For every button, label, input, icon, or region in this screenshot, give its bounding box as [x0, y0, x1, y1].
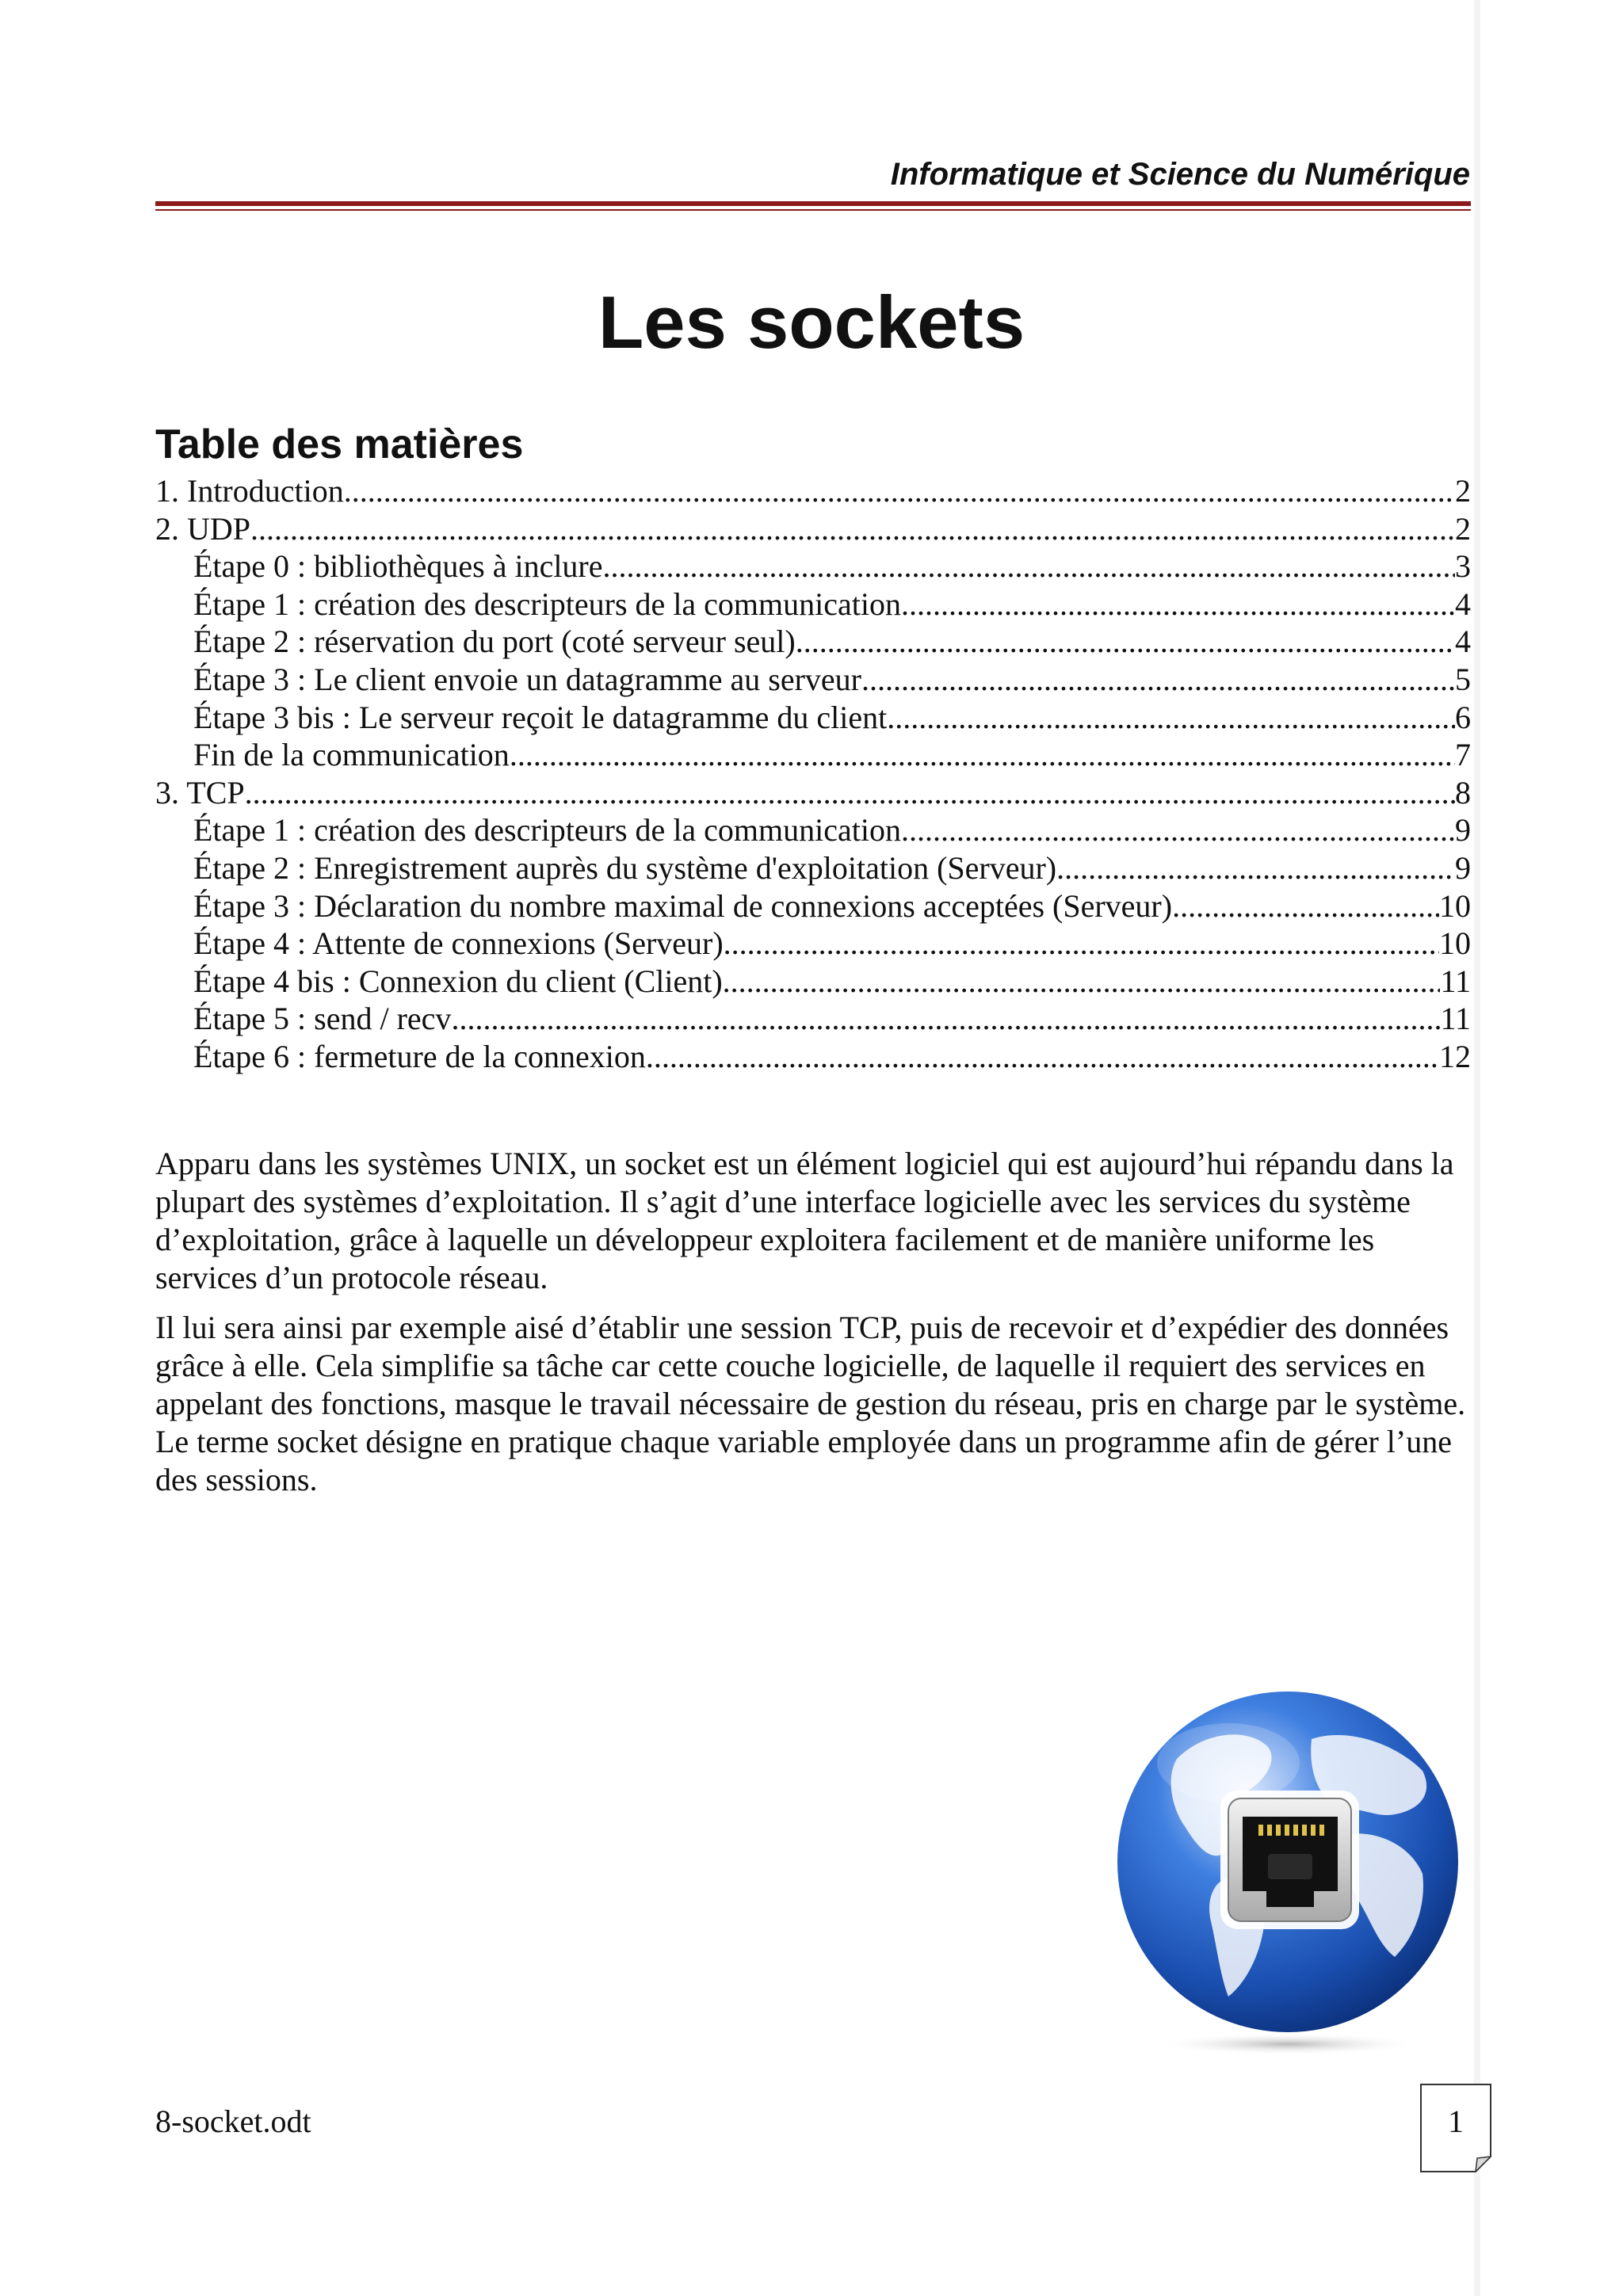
toc-entry-title: 3. TCP — [155, 774, 245, 810]
toc-leader-dots — [1172, 887, 1439, 925]
toc-entry-page: 8 — [1455, 774, 1471, 810]
header-rule — [155, 201, 1471, 206]
footer-page-number: 1 — [1448, 2103, 1464, 2139]
toc-entry[interactable] — [155, 547, 1471, 585]
toc-entry[interactable] — [155, 736, 1471, 774]
toc-entry-title: Étape 2 : réservation du port (coté serveur seul) — [193, 624, 796, 660]
toc-entry-title: Étape 3 : Déclaration du nombre maximal de connexions acceptées (Serveur) — [193, 887, 1173, 924]
toc-entry-page: 7 — [1455, 737, 1471, 773]
toc-entry[interactable] — [155, 661, 1471, 699]
globe-ethernet-port-icon — [1109, 1684, 1466, 2056]
toc-entry-title: 2. UDP — [155, 510, 251, 547]
toc-entry-title: Étape 6 : fermeture de la connexion — [193, 1038, 646, 1074]
toc-leader-dots — [1056, 849, 1455, 887]
toc-entry-title: 1. Introduction — [155, 473, 344, 509]
toc-heading: Table des matières — [155, 421, 524, 467]
toc-leader-dots — [245, 774, 1455, 812]
toc-entry[interactable] — [155, 1038, 1471, 1076]
toc-entry-page: 10 — [1439, 925, 1471, 962]
toc-entry[interactable] — [155, 887, 1471, 925]
toc-leader-dots — [451, 1000, 1440, 1038]
toc-leader-dots — [887, 699, 1455, 737]
toc-leader-dots — [646, 1038, 1439, 1076]
toc-entry-title: Étape 4 : Attente de connexions (Serveur) — [193, 925, 724, 962]
toc-entry[interactable] — [155, 963, 1471, 1001]
toc-entry-title: Étape 3 bis : Le serveur reçoit le datagramme du client — [193, 699, 888, 735]
toc-entry-page: 10 — [1439, 887, 1471, 924]
toc-entry-title: Étape 2 : Enregistrement auprès du système d'exploitation (Serveur) — [193, 849, 1057, 886]
toc-leader-dots — [861, 661, 1455, 699]
toc-entry-page: 4 — [1455, 624, 1471, 660]
toc-entry-title: Étape 0 : bibliothèques à inclure — [193, 548, 603, 585]
toc-entry-title: Étape 3 : Le client envoie un datagramme au serveur — [193, 661, 861, 697]
toc-entry[interactable] — [155, 811, 1471, 849]
toc-entry[interactable] — [155, 1000, 1471, 1038]
toc-leader-dots — [901, 811, 1455, 849]
document-title: Les sockets — [598, 280, 1025, 364]
toc-leader-dots — [250, 510, 1455, 548]
toc-leader-dots — [724, 925, 1439, 963]
toc-entry-title: Étape 1 : création des descripteurs de la communication — [193, 812, 902, 849]
toc-entry-title: Fin de la communication — [193, 737, 510, 773]
toc-leader-dots — [603, 547, 1455, 585]
toc-entry[interactable] — [155, 925, 1471, 963]
toc-entry-page: 9 — [1455, 849, 1471, 886]
toc-leader-dots — [796, 623, 1455, 661]
toc-entry-page: 9 — [1455, 812, 1471, 849]
toc-entry[interactable] — [155, 623, 1471, 661]
toc-leader-dots — [723, 963, 1441, 1001]
toc-entry[interactable] — [155, 585, 1471, 624]
toc-leader-dots — [901, 585, 1455, 624]
toc-entry-page: 2 — [1455, 510, 1471, 547]
intro-paragraph: Apparu dans les systèmes UNIX, un socket est un élément logiciel qui est aujourd’hui répandu dans la plupart des systèmes d’exploitation. Il s’agit d’une interface logicielle avec les services du système d’exploitation, grâce à laquelle un développeur exploitera facilement et de manière uniforme les services d’un protocole réseau. — [155, 1146, 1454, 1295]
header-rule-thin — [155, 209, 1471, 211]
toc-entry[interactable] — [155, 510, 1471, 548]
toc-entry[interactable] — [155, 472, 1471, 510]
globe-ethernet-figure — [1109, 1684, 1466, 2056]
toc-entry-page: 2 — [1455, 473, 1471, 509]
toc-entry-page: 11 — [1440, 963, 1471, 999]
toc-entry-page: 11 — [1440, 1001, 1471, 1037]
header-title: Informatique et Science du Numérique — [890, 157, 1470, 192]
toc-entry[interactable] — [155, 699, 1471, 737]
toc-leader-dots — [344, 472, 1455, 510]
toc-entry-page: 6 — [1455, 699, 1471, 735]
toc-entry-page: 4 — [1455, 585, 1471, 622]
toc-entry-page: 5 — [1455, 661, 1471, 697]
toc-entry-page: 12 — [1439, 1038, 1471, 1074]
toc-leader-dots — [510, 736, 1455, 774]
toc-entry-page: 3 — [1455, 548, 1471, 585]
toc-entry-title: Étape 1 : création des descripteurs de la communication — [193, 585, 902, 622]
toc-entry-title: Étape 4 bis : Connexion du client (Client) — [193, 963, 723, 999]
toc-entry-title: Étape 5 : send / recv — [193, 1001, 452, 1037]
toc-entry[interactable] — [155, 774, 1471, 812]
body-paragraph: Il lui sera ainsi par exemple aisé d’établir une session TCP, puis de recevoir et d’expédier des données grâce à elle. Cela simplifie sa tâche car cette couche logicielle, de laquelle il requiert des services en appelant des fonctions, masque le travail nécessaire de gestion du réseau, pris en charge par le système. Le terme socket désigne en pratique chaque variable employée dans un programme afin de gérer l’une des sessions. — [155, 1310, 1466, 1497]
footer-filename: 8-socket.odt — [155, 2103, 311, 2139]
table-of-contents — [155, 472, 1471, 1076]
toc-entry[interactable] — [155, 849, 1471, 887]
